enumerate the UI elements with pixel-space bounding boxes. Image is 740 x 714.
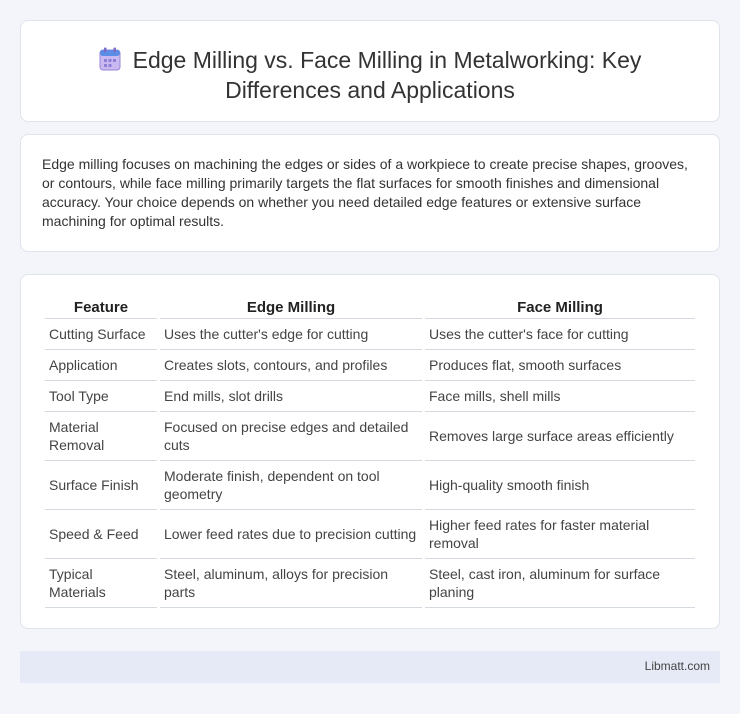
table-row: [45, 319, 695, 350]
edge-milling-cell: Lower feed rates due to precision cutting: [160, 510, 422, 559]
edge-milling-cell: Moderate finish, dependent on tool geometry: [160, 461, 422, 510]
table-header-row: [45, 295, 695, 319]
header-face-milling: Face Milling: [425, 295, 695, 319]
feature-cell: Tool Type: [45, 381, 157, 412]
comparison-card: [20, 274, 720, 629]
header-edge-milling: Edge Milling: [160, 295, 422, 319]
table-row: [45, 461, 695, 510]
table-row: [45, 559, 695, 608]
face-milling-cell: Face mills, shell mills: [425, 381, 695, 412]
table-row: [45, 412, 695, 461]
edge-milling-cell: Creates slots, contours, and profiles: [160, 350, 422, 381]
edge-milling-cell: Focused on precise edges and detailed cuts: [160, 412, 422, 461]
table-row: [45, 381, 695, 412]
face-milling-cell: Steel, cast iron, aluminum for surface planing: [425, 559, 695, 608]
table-row: [45, 510, 695, 559]
footer-bar: [20, 651, 720, 683]
feature-cell: Surface Finish: [45, 461, 157, 510]
edge-milling-cell: Steel, aluminum, alloys for precision parts: [160, 559, 422, 608]
intro-card: [20, 134, 720, 252]
page-title: Edge Milling vs. Face Milling in Metalworking: Key Differences and Applications: [132, 47, 642, 103]
header-feature: Feature: [45, 295, 157, 319]
feature-cell: Cutting Surface: [45, 319, 157, 350]
page-title-wrap: [21, 45, 719, 105]
face-milling-cell: High-quality smooth finish: [425, 461, 695, 510]
face-milling-cell: Removes large surface areas efficiently: [425, 412, 695, 461]
feature-cell: Typical Materials: [45, 559, 157, 608]
face-milling-cell: Produces flat, smooth surfaces: [425, 350, 695, 381]
calendar-icon: [99, 47, 121, 71]
edge-milling-cell: End mills, slot drills: [160, 381, 422, 412]
feature-cell: Speed & Feed: [45, 510, 157, 559]
feature-cell: Material Removal: [45, 412, 157, 461]
footer-brand[interactable]: Libmatt.com: [644, 659, 710, 673]
edge-milling-cell: Uses the cutter's edge for cutting: [160, 319, 422, 350]
title-card: [20, 20, 720, 122]
face-milling-cell: Uses the cutter's face for cutting: [425, 319, 695, 350]
intro-paragraph: Edge milling focuses on machining the edges or sides of a workpiece to create precise shapes, grooves, or contours, while face milling primarily targets the flat surfaces for smooth finishes and dimensional accuracy. Your choice depends on whether you need detailed edge features or extensive surface machining for optimal results.: [42, 156, 688, 229]
table-row: [45, 350, 695, 381]
comparison-table: [42, 295, 698, 608]
face-milling-cell: Higher feed rates for faster material removal: [425, 510, 695, 559]
feature-cell: Application: [45, 350, 157, 381]
